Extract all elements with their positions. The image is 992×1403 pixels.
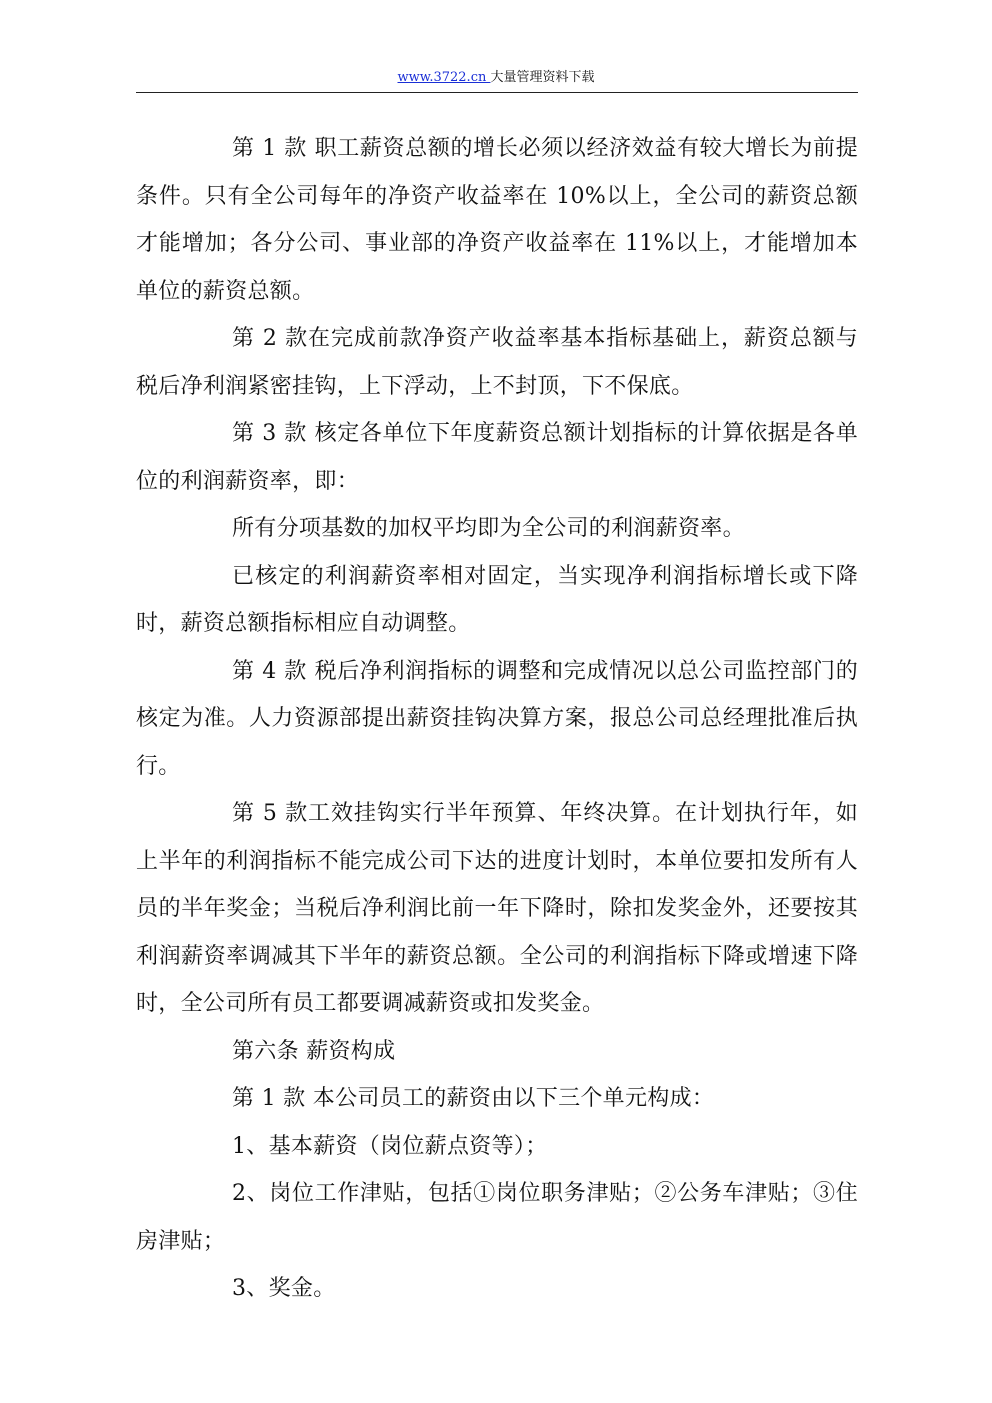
list-item-allowances: 2、岗位工作津贴，包括①岗位职务津贴；②公务车津贴；③住房津贴； xyxy=(136,1181,858,1254)
paragraph-clause-3: 第 3 款 核定各单位下年度薪资总额计划指标的计算依据是各单位的利润薪资率，即： xyxy=(136,421,858,494)
article-6-heading: 第六条 薪资构成 xyxy=(232,1038,396,1064)
page-header xyxy=(0,70,992,86)
paragraph-article-6-clause-1: 第 1 款 本公司员工的薪资由以下三个单元构成： xyxy=(232,1086,715,1111)
header-text: 大量管理资料下载 xyxy=(490,70,595,85)
document-body xyxy=(136,125,858,1313)
list-item-bonus: 3、奖金。 xyxy=(232,1276,336,1301)
paragraph-weighted-average: 所有分项基数的加权平均即为全公司的利润薪资率。 xyxy=(232,516,745,541)
paragraph-clause-4: 第 4 款 税后净利润指标的调整和完成情况以总公司监控部门的核定为准。人力资源部提出薪资挂钩决算方案，报总公司总经理批准后执行。 xyxy=(136,658,858,779)
paragraph-adjustment: 已核定的利润薪资率相对固定，当实现净利润指标增长或下降时，薪资总额指标相应自动调整。 xyxy=(136,563,858,636)
paragraph-clause-5: 第 5 款工效挂钩实行半年预算、年终决算。在计划执行年，如上半年的利润指标不能完成公司下达的进度计划时，本单位要扣发所有人员的半年奖金；当税后净利润比前一年下降时，除扣发奖金外，还要按其利润薪资率调减其下半年的薪资总额。全公司的利润指标下降或增速下降时，全公司所有员工都要调减薪资或扣发奖金。 xyxy=(136,801,858,1016)
list-item-basic-salary: 1、基本薪资（岗位薪点资等）； xyxy=(232,1133,548,1159)
header-link[interactable]: www.3722.cn xyxy=(397,70,491,85)
paragraph-clause-1: 第 1 款 职工薪资总额的增长必须以经济效益有较大增长为前提条件。只有全公司每年的净资产收益率在 10%以上，全公司的薪资总额才能增加；各分公司、事业部的净资产收益率在 11%以上，才能增加本单位的薪资总额。 xyxy=(136,136,858,304)
header-divider xyxy=(136,92,858,93)
paragraph-clause-2: 第 2 款在完成前款净资产收益率基本指标基础上，薪资总额与税后净利润紧密挂钩，上下浮动，上不封顶，下不保底。 xyxy=(136,326,858,399)
